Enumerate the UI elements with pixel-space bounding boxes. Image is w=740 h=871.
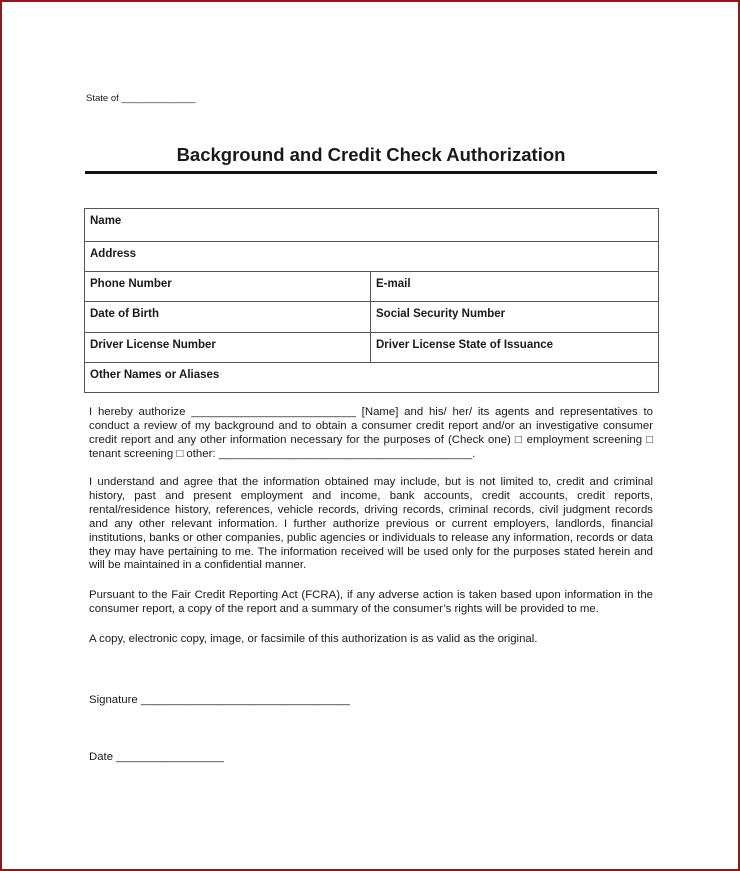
license-number-label: Driver License Number xyxy=(90,339,216,351)
address-label: Address xyxy=(90,248,137,260)
address-field[interactable] xyxy=(85,242,659,272)
understanding-paragraph: I understand and agree that the information obtained may include, but is not limited to, credit and criminal history, past and present employment and income, bank accounts, credit accounts, credit reports, rental/residence history, references, vehicle records, driving records, criminal records, civil judgment records and any other relevant information. I further authorize previous or current employers, landlords, financial institutions, banks or other companies, public agencies or individuals to release any information, records or data they may have pertaining to me. The information received will be used only for the purposes stated herein and will be maintained in a confidential manner. xyxy=(89,476,653,572)
email-label: E-mail xyxy=(376,278,411,290)
applicant-info-table xyxy=(84,208,659,393)
table-row xyxy=(85,333,659,363)
name-label: Name xyxy=(90,215,122,227)
phone-field[interactable] xyxy=(85,272,371,302)
ssn-label: Social Security Number xyxy=(376,308,506,320)
date-line[interactable]: Date _________________ xyxy=(89,751,224,763)
signature-line[interactable]: Signature _________________________________ xyxy=(89,694,350,706)
dob-label: Date of Birth xyxy=(90,308,159,320)
license-state-label: Driver License State of Issuance xyxy=(376,339,554,351)
table-row xyxy=(85,209,659,242)
phone-label: Phone Number xyxy=(90,278,172,290)
fcra-paragraph: Pursuant to the Fair Credit Reporting Act (FCRA), if any adverse action is taken based upon information in the consumer report, a copy of the report and a summary of the consumer’s rights will be provided to me. xyxy=(89,589,653,615)
ssn-field[interactable] xyxy=(371,302,659,333)
title-divider xyxy=(85,171,657,174)
aliases-field[interactable] xyxy=(85,363,659,393)
aliases-label: Other Names or Aliases xyxy=(90,369,220,381)
table-row xyxy=(85,242,659,272)
dob-field[interactable] xyxy=(85,302,371,333)
authorization-paragraph: I hereby authorize __________________________ [Name] and his/ her/ its agents and representatives to conduct a review of my background and to obtain a consumer credit report and/or an investigative consumer credit report and any other information necessary for the purposes of (Check one) □ employment screening □ tenant screening □ other: ________________________________________. xyxy=(89,406,653,460)
license-number-field[interactable] xyxy=(85,333,371,363)
table-row xyxy=(85,363,659,393)
name-field[interactable] xyxy=(85,209,659,242)
table-row xyxy=(85,272,659,302)
document-title: Background and Credit Check Authorization xyxy=(176,144,566,165)
state-of-line: State of ______________ xyxy=(86,93,196,104)
email-field[interactable] xyxy=(371,272,659,302)
license-state-field[interactable] xyxy=(371,333,659,363)
copy-validity-paragraph: A copy, electronic copy, image, or facsimile of this authorization is as valid as the original. xyxy=(89,633,538,645)
table-row xyxy=(85,302,659,333)
